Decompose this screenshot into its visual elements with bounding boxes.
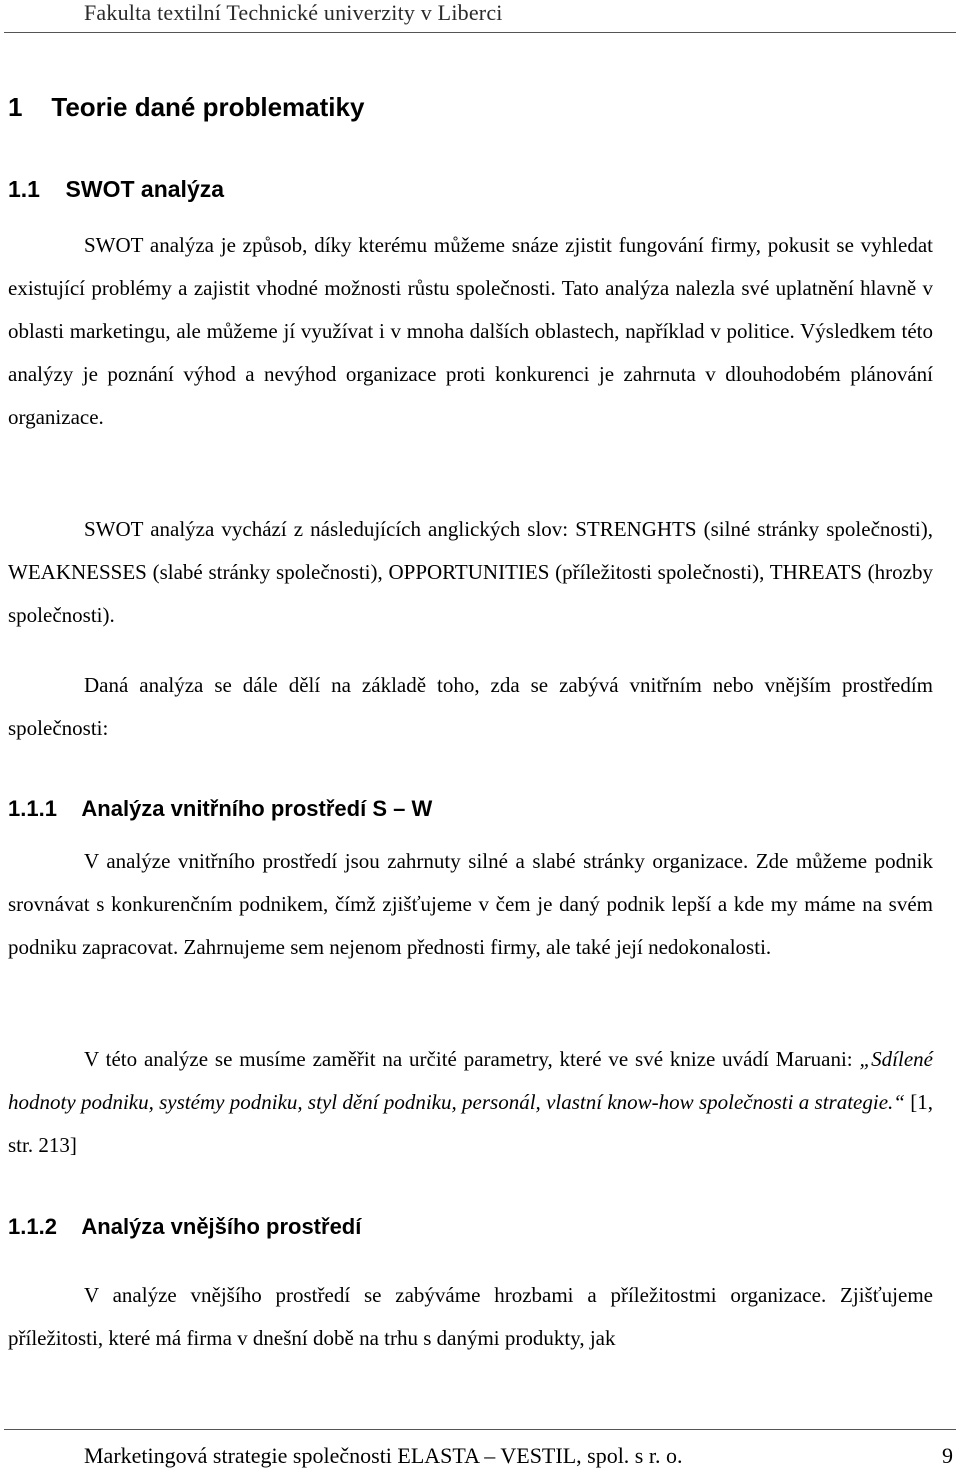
header-rule [4, 32, 956, 33]
citation: [1, str. 213] [8, 1090, 934, 1157]
section-heading [8, 176, 224, 203]
chapter-heading [8, 92, 364, 123]
subsection-title: Analýza vnitřního prostředí S – W [81, 796, 433, 821]
paragraph-internal-parameters [8, 1038, 933, 1167]
page-header: Fakulta textilní Technické univerzity v Liberci [84, 0, 503, 25]
paragraph-internal-analysis: V analýze vnitřního prostředí jsou zahrnuty silné a slabé stránky organizace. Zde můžeme podnik srovnávat s konkurenčním podnikem, čímž zjišťujeme v čem je daný podnik lepší a kde my máme na svém podniku zapracovat. Zahrnujeme sem nejenom přednosti firmy, ale také její nedokonalosti. [8, 849, 933, 959]
subsection-heading-external [8, 1214, 361, 1240]
page-footer: Marketingová strategie společnosti ELASTA – VESTIL, spol. s r. o. [84, 1443, 683, 1468]
maruani-quote: „Sdílené hodnoty podniku, systémy podniku, styl dění podniku, personál, vlastní know-how společnosti a strategie.“ [8, 1047, 933, 1114]
footer-rule [4, 1429, 956, 1430]
section-number: 1.1 [8, 176, 40, 202]
chapter-title: Teorie dané problematiky [51, 92, 365, 122]
chapter-number: 1 [8, 92, 23, 122]
subsection-number: 1.1.1 [8, 796, 57, 821]
section-title: SWOT analýza [65, 176, 225, 202]
parameters-text: V této analýze se musíme zaměřit na určité parametry, které ve své knize uvádí Maruani: [84, 1047, 860, 1071]
paragraph-swot-words: SWOT analýza vychází z následujících anglických slov: STRENGHTS (silné stránky společnosti), WEAKNESSES (slabé stránky společnosti), OPPORTUNITIES (příležitosti společnosti), THREATS (hrozby společnosti). [8, 517, 933, 627]
paragraph-swot-division: Daná analýza se dále dělí na základě toho, zda se zabývá vnitřním nebo vnějším prostředím společnosti: [8, 673, 933, 740]
page-number: 9 [942, 1443, 953, 1468]
subsection-heading-internal [8, 796, 432, 822]
paragraph-swot-intro: SWOT analýza je způsob, díky kterému můžeme snáze zjistit fungování firmy, pokusit se vyhledat existující problémy a zajistit vhodné možnosti růstu společnosti. Tato analýza nalezla své uplatnění hlavně v oblasti marketingu, ale můžeme jí využívat i v mnoha dalších oblastech, například v politice. Výsledkem této analýzy je poznání výhod a nevýhod organizace proti konkurenci je zahrnuta v dlouhodobém plánování organizace. [8, 233, 933, 429]
paragraph-external-analysis: V analýze vnějšího prostředí se zabýváme hrozbami a příležitostmi organizace. Zjišťujeme příležitosti, které má firma v dnešní době na trhu s danými produkty, jak [8, 1283, 933, 1350]
subsection-number: 1.1.2 [8, 1214, 57, 1239]
subsection-title: Analýza vnějšího prostředí [81, 1214, 362, 1239]
